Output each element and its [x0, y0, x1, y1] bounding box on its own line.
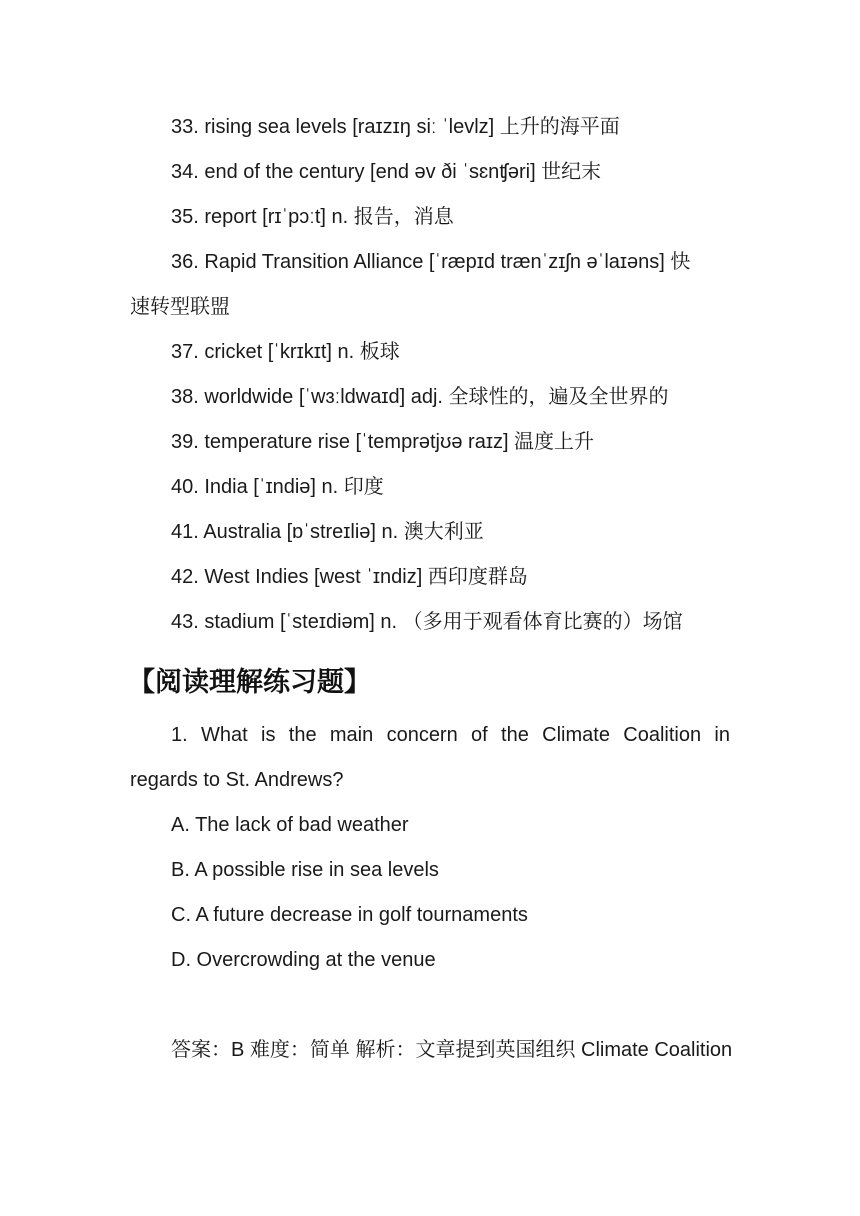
option-a: A. The lack of bad weather — [171, 814, 409, 836]
question-text-line-2: regards to St. Andrews? — [130, 769, 344, 791]
option-c: C. A future decrease in golf tournaments — [171, 904, 528, 926]
vocab-item-41: 41. Australia [ɒˈstreɪliə] n. 澳大利亚 — [171, 521, 484, 543]
option-b: B. A possible rise in sea levels — [171, 859, 439, 881]
vocab-item-40: 40. India [ˈɪndiə] n. 印度 — [171, 476, 384, 498]
question-text-line-1: 1. What is the main concern of the Climate Coalition in — [171, 724, 730, 746]
vocab-item-35: 35. report [rɪˈpɔːt] n. 报告，消息 — [171, 206, 454, 228]
vocab-item-37: 37. cricket [ˈkrɪkɪt] n. 板球 — [171, 341, 400, 363]
vocab-item-43: 43. stadium [ˈsteɪdiəm] n. （多用于观看体育比赛的）场馆 — [171, 611, 683, 633]
vocab-item-34: 34. end of the century [end əv ði ˈsɛnʧəri] 世纪末 — [171, 161, 602, 183]
vocab-item-36-continued: 速转型联盟 — [130, 296, 230, 318]
vocab-item-33: 33. rising sea levels [raɪzɪŋ siː ˈlevlz] 上升的海平面 — [171, 116, 620, 138]
option-d: D. Overcrowding at the venue — [171, 949, 436, 971]
vocab-item-42: 42. West Indies [west ˈɪndiz] 西印度群岛 — [171, 566, 528, 588]
answer-explanation: 答案：B 难度：简单 解析：文章提到英国组织 Climate Coalition — [171, 1039, 733, 1061]
vocab-item-38: 38. worldwide [ˈwɜːldwaɪd] adj. 全球性的，遍及全世界的 — [171, 386, 669, 408]
section-heading: 【阅读理解练习题】 — [128, 667, 371, 697]
vocab-item-36: 36. Rapid Transition Alliance [ˈræpɪd trænˈzɪʃn əˈlaɪəns] 快 — [171, 251, 691, 273]
vocab-item-39: 39. temperature rise [ˈtemprətjʊə raɪz] 温度上升 — [171, 431, 595, 453]
